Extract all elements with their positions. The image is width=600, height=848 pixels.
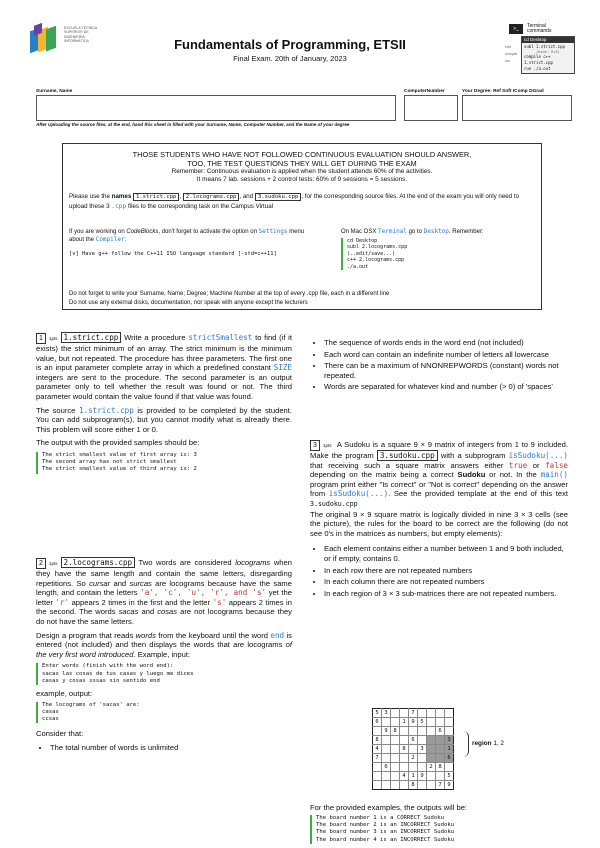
sudoku-cell: [427, 781, 436, 790]
form-note: After Uploading the source files, at the end, hand this sheet in filled with your Surname, Name, Computer Number, and the Name of your degree: [36, 122, 350, 127]
sudoku-cell: [400, 727, 409, 736]
sudoku-cell: 6: [445, 754, 454, 763]
sudoku-cell: [436, 772, 445, 781]
code-block: The strict smallest value of first array is: 3 The second array has not strict smallest The strict smallest value of third array is: 2: [36, 452, 292, 474]
logo-line: ESCUELA TÉCNICA: [64, 26, 98, 30]
sudoku-cell: [436, 754, 445, 763]
notice-line: Remember: Continuous evaluation is applied when the student attends 60% of the activities.: [171, 168, 433, 175]
sudoku-cell: 8: [400, 745, 409, 754]
sudoku-cell: [436, 709, 445, 718]
notice-line: It means 7 lab. sessions + 2 control tests: 60% of 9 sessions = 5 sessions.: [196, 176, 408, 183]
sudoku-cell: [382, 745, 391, 754]
terminal-title-bar: cd Desktop: [522, 37, 574, 43]
list-item: • In each column there are not repeated numbers: [324, 577, 568, 587]
sudoku-cell: [391, 745, 400, 754]
sudoku-cell: 7: [373, 754, 382, 763]
sudoku-cell: [427, 754, 436, 763]
sudoku-row: [373, 754, 454, 763]
region-brace: [462, 731, 469, 757]
sudoku-cell: 8: [436, 763, 445, 772]
page-subtitle: Final Exam. 20th of January, 2023: [233, 54, 347, 63]
compiler-option: [v] Have g++ follow the C++11 ISO language standard [-std=c++11]: [69, 251, 277, 257]
list-item: • Each word can contain an indefinite number of letters all lowercase: [324, 350, 568, 360]
logo-text: [64, 26, 97, 44]
sudoku-cell: [391, 763, 400, 772]
list-item: • Each element contains either a number between 1 and 9 both included, or if empty, contains 0.: [324, 544, 568, 563]
list-item: • There can be a maximum of NNONREPWORDS (constant) words not repeated.: [324, 361, 568, 380]
sudoku-cell: 6: [382, 763, 391, 772]
computer-number-field[interactable]: [404, 95, 458, 121]
sudoku-cell: [373, 727, 382, 736]
degree-label: Your Degree: Ref Soft IComp DGrad: [462, 89, 544, 94]
sudoku-row: [373, 781, 454, 790]
sudoku-cell: 7: [409, 709, 418, 718]
consider-list-continued: [310, 338, 568, 394]
page-title: Fundamentals of Programming, ETSII: [174, 37, 406, 52]
terminal-icon: >_: [509, 24, 523, 34]
notice-box: [62, 143, 542, 310]
sudoku-cell: [445, 763, 454, 772]
sudoku-cell: [391, 718, 400, 727]
sudoku-cell: 1: [400, 718, 409, 727]
sudoku-cell: [427, 736, 436, 745]
sudoku-cell: [436, 718, 445, 727]
sudoku-cell: [427, 772, 436, 781]
sudoku-cell: [400, 763, 409, 772]
sudoku-cell: 2: [409, 754, 418, 763]
sudoku-cell: 8: [391, 727, 400, 736]
logo-icon: [28, 22, 64, 58]
question-2: 2 1pts 2.locograms.cpp Two words are considered locograms when they have the same length and contain the same letters, disregarding repetitions. So cursar and surcas are locograms because have the same length, and contain the letters 'a', 'c', 'u', 'r', and 's' yet the letter 'r' appears 2 times in the first and the letter 's' appears 2 times in the second. The words sacas and cosas are not locograms because they do not have the same letters. Design a program that reads words from the keyboard until the word end is entered (not included) and then displays the words that are locograms of the very first word introduced. Example, input: Enter words (finish with the word end): sacas las cosas de tus casas y luego me dices casas y cosas sssas sin sentido end example, output: The locograms of 'sacas' are: casas ccsas Consider that: • The total number of words is unlimited: [36, 558, 292, 754]
sudoku-cell: 8: [409, 781, 418, 790]
sudoku-cell: 8: [373, 736, 382, 745]
sudoku-cell: [382, 718, 391, 727]
sudoku-row: [373, 727, 454, 736]
question-number: 2: [36, 558, 46, 569]
sudoku-cell: [427, 718, 436, 727]
question-number: 3: [310, 440, 320, 451]
sudoku-table: [372, 708, 454, 790]
logo-line: INFORMÁTICA: [64, 39, 89, 44]
sudoku-cell: [436, 736, 445, 745]
sudoku-cell: [409, 745, 418, 754]
file-name: 3.sudoku.cpp: [255, 193, 301, 201]
sudoku-cell: 5: [445, 772, 454, 781]
surname-label: Surname, Name: [36, 89, 73, 94]
list-item: • The total number of words is unlimited: [50, 743, 292, 753]
sudoku-cell: [391, 781, 400, 790]
question-number: 1: [36, 333, 46, 344]
sudoku-cell: [445, 727, 454, 736]
file-name: 3.sudoku.cpp: [377, 450, 438, 461]
sudoku-cell: 1: [409, 772, 418, 781]
sudoku-cell: [418, 736, 427, 745]
sudoku-cell: [400, 754, 409, 763]
sudoku-row: [373, 763, 454, 772]
terminal-line: compile c++ 1.strict.cpp: [524, 54, 553, 65]
terminal-hint: (hint: ⌘+S): [536, 50, 560, 54]
question-1: 1 1pts 1.strict.cpp Write a procedure strictSmallest to find (if it exists) the strict minimum of an array. The strict minimum is the minimum value, but not repeated. The procedure has three parameters. The first one is an input parameter complete array in which a predefined constant SIZE integers are sent to the procedure. The second parameter is an output parameter only to tell whether the result was found or not. The third parameter would contain the value found if that value was found. The source 1.strict.cpp is provided to be completed by the student. You can add subprogram(s), but you cannot modify what is already there. This problem will score either 1 or 0. The output with the provided samples should be: The strict smallest value of first array is: 3 The second array has not strict smallest The strict smallest value of third array is: 2: [36, 333, 292, 473]
notice-heading: THOSE STUDENTS WHO HAVE NOT FOLLOWED CONTINUOUS EVALUATION SHOULD ANSWER, TOO, THE TEST QUESTIONS THEY WILL GET DURING THE EXAM: [132, 150, 472, 168]
input-code: Enter words (finish with the word end): sacas las cosas de tus casas y luego me dices casas y cosas sssas sin sentido end: [36, 663, 292, 685]
terminal-screen: [521, 36, 575, 74]
sudoku-cell: [382, 736, 391, 745]
sudoku-cell: 5: [418, 718, 427, 727]
terminal-line: subl 1.strict.cpp: [524, 44, 565, 49]
sudoku-cell: 4: [373, 745, 382, 754]
sudoku-cell: 6: [436, 727, 445, 736]
sudoku-cell: 1: [445, 745, 454, 754]
sudoku-cell: [409, 727, 418, 736]
sudoku-row: [373, 709, 454, 718]
sudoku-cell: [418, 727, 427, 736]
degree-field[interactable]: [462, 95, 572, 121]
list-item: • The sequence of words ends in the word end (not included): [324, 338, 568, 348]
file-name: 1.strict.cpp: [133, 193, 179, 201]
notice-footer: Do not use any external disks, documentation, nor speak with anyone except the lecturers: [69, 300, 308, 306]
question-3: 3 1pts A Sudoku is a square 9 × 9 matrix of integers from 1 to 9 included. Make the program 3.sudoku.cpp with a subprogram isSudoku(...) that receiving such a square matrix answers either true or false depending on the matrix being a correct Sudoku or not. In the main() program print either "Is correct" or "Not is correct" depending on the answer from isSudoku(...). See the provided template at the end of this text 3.sudoku.cpp The original 9 × 9 square matrix is logically divided in nine 3 × 3 cells (see the picture), the rules for the board to be correct are the following (do not see 0's in the matrices as numbers, but empty elements): • Each element contains either a number between 1 and 9 both included, or if empty, contains 0. • In each row there are not repeated numbers • In each column there are not repeated numbers • In each region of 3 × 3 sub-matrices there are not repeated numbers.: [310, 440, 568, 600]
sudoku-row: [373, 772, 454, 781]
sudoku-cell: [373, 781, 382, 790]
rules-list: [310, 544, 568, 598]
file-name: 2.locograms.cpp: [183, 193, 240, 201]
sudoku-cell: [427, 709, 436, 718]
sudoku-cell: [400, 736, 409, 745]
list-item: • Words are separated for whatever kind and number (> 0) of 'spaces': [324, 382, 568, 392]
sudoku-cell: [418, 754, 427, 763]
sudoku-cell: 6: [373, 718, 382, 727]
codeblocks-note: If you are working on CodeBlocks, don't forget to activate the option on Settings menu about the Compiler: [v] Have g++ follow the C++11 ISO language standard [-std=c++11]: [69, 228, 309, 258]
sudoku-cell: [418, 709, 427, 718]
sudoku-row: [373, 745, 454, 754]
notice-footer: Do not forget to write your Surname, Name; Degree; Machine Number at the top of every .cpp file, each in a different line: [69, 291, 390, 297]
sudoku-cell: 9: [382, 727, 391, 736]
logo: [28, 22, 64, 58]
sudoku-cell: 5: [373, 709, 382, 718]
terminal-row-labels: edit compile run: [505, 45, 518, 63]
sudoku-cell: [445, 709, 454, 718]
sudoku-cell: 9: [418, 772, 427, 781]
logo-line: SUPERIOR DE: [64, 30, 89, 35]
sudoku-cell: 3: [418, 745, 427, 754]
list-item: • In each region of 3 × 3 sub-matrices there are not repeated numbers.: [324, 589, 568, 599]
notice-names: Please use the names 1.strict.cpp , 2.locograms.cpp , and 3.sudoku.cpp , for the corresponding source files. At the end of the exam you will only need to upload these 3 .cpp files to the corresponding task on the Campus Virtual: [69, 193, 520, 210]
sudoku-cell: 7: [436, 781, 445, 790]
sudoku-cell: 3: [382, 709, 391, 718]
sudoku-row: [373, 736, 454, 745]
sudoku-cell: [391, 772, 400, 781]
consider-list: [36, 743, 292, 753]
sudoku-cell: [382, 772, 391, 781]
sudoku-cell: [400, 709, 409, 718]
terminal-box: [505, 23, 573, 72]
sudoku-grid: [372, 708, 454, 790]
sudoku-cell: 4: [400, 772, 409, 781]
region-label: region 1, 2: [472, 740, 504, 747]
computer-label: ComputerNumber: [404, 89, 445, 94]
terminal-label: Terminal commands: [527, 23, 552, 34]
file-name: 2.locograms.cpp: [61, 557, 136, 568]
sudoku-cell: [427, 727, 436, 736]
logo-line: INGENIERÍA: [64, 34, 85, 39]
sudoku-cell: 9: [445, 781, 454, 790]
file-name: 1.strict.cpp: [61, 332, 122, 343]
sudoku-row: [373, 718, 454, 727]
sudoku-cell: [418, 781, 427, 790]
sudoku-cell: 9: [409, 718, 418, 727]
sudoku-cell: [391, 754, 400, 763]
outputs-intro: For the provided examples, the outputs will be:: [310, 803, 468, 812]
mac-code: cd Desktop subl 2.locograms.cpp (..edit/save...) c++ 2.locograms.cpp ./a.out: [341, 238, 531, 270]
sudoku-cell: [391, 736, 400, 745]
sudoku-cell: 2: [427, 763, 436, 772]
sudoku-cell: 6: [409, 736, 418, 745]
sudoku-cell: [445, 718, 454, 727]
output-code: The locograms of 'sacas' are: casas ccsas: [36, 702, 292, 724]
sudoku-cell: [373, 772, 382, 781]
surname-field[interactable]: [36, 95, 396, 121]
sudoku-cell: [409, 763, 418, 772]
sudoku-cell: [427, 745, 436, 754]
sudoku-cell: [436, 745, 445, 754]
outputs-code: The board number 1 is a CORRECT Sudoku The board number 2 is an INCORRECT Sudoku The board number 3 is an INCORRECT Sudoku The board number 4 is an INCORRECT Sudoku: [310, 815, 454, 844]
sudoku-cell: [382, 754, 391, 763]
sudoku-cell: [391, 709, 400, 718]
sudoku-cell: [418, 763, 427, 772]
list-item: • In each row there are not repeated numbers: [324, 566, 568, 576]
sudoku-cell: [373, 763, 382, 772]
terminal-line: run ./a.out: [524, 66, 551, 71]
sudoku-cell: [400, 781, 409, 790]
sudoku-cell: [382, 781, 391, 790]
sudoku-cell: 3: [445, 736, 454, 745]
mac-note: On Mac OSX Terminal go to Desktop. Remember: cd Desktop subl 2.locograms.cpp (..edit/save...) c++ 2.locograms.cpp ./a.out: [341, 228, 531, 270]
